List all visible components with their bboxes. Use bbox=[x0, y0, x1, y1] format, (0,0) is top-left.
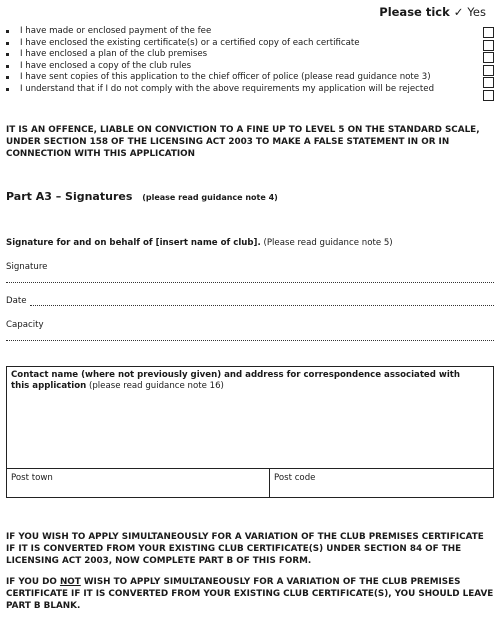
part-a3-note: (please read guidance note 4) bbox=[142, 193, 278, 202]
capacity-label: Capacity bbox=[6, 320, 44, 330]
bullet-icon bbox=[6, 30, 9, 33]
contact-address-box[interactable] bbox=[6, 366, 494, 498]
checklist-item: I understand that if I do not comply with the above requirements my application will be rejected bbox=[6, 84, 476, 96]
declaration-checklist bbox=[6, 26, 476, 96]
part-a3-title: Part A3 – Signatures bbox=[6, 190, 133, 203]
checklist-item: I have enclosed the existing certificate(s) or a certified copy of each certificate bbox=[6, 38, 476, 50]
tick-header bbox=[379, 5, 486, 19]
bullet-icon bbox=[6, 76, 9, 79]
checkbox-certificate[interactable] bbox=[483, 40, 494, 51]
not-emphasis: NOT bbox=[59, 577, 81, 587]
contact-heading bbox=[11, 370, 481, 392]
part-b-blank-instruction: IF YOU DO NOT WISH TO APPLY SIMULTANEOUSLY FOR A VARIATION OF THE CLUB PREMISES CERTIFICATE IF IT IS CONVERTED FROM YOUR EXISTING CLUB CERTIFICATE(S), YOU SHOULD LEAVE PART B BLANK. bbox=[6, 577, 494, 611]
tick-boxes bbox=[483, 27, 494, 103]
signature-label: Signature bbox=[6, 262, 48, 272]
signature-for-note: (Please read guidance note 5) bbox=[263, 238, 393, 248]
signature-for-label: Signature for and on behalf of [insert name of club]. bbox=[6, 238, 261, 248]
checkbox-understand[interactable] bbox=[483, 90, 494, 101]
checkbox-police[interactable] bbox=[483, 77, 494, 88]
postal-row bbox=[7, 468, 493, 497]
capacity-line[interactable] bbox=[6, 340, 494, 341]
signature-line[interactable] bbox=[6, 282, 494, 283]
checklist-item: I have enclosed a plan of the club premises bbox=[6, 49, 476, 61]
bullet-icon bbox=[6, 88, 9, 91]
date-label: Date bbox=[6, 296, 27, 306]
part-a3-heading bbox=[6, 190, 278, 203]
signature-for-heading bbox=[6, 238, 393, 248]
checkbox-plan[interactable] bbox=[483, 52, 494, 63]
offence-warning: IT IS AN OFFENCE, LIABLE ON CONVICTION TO A FINE UP TO LEVEL 5 ON THE STANDARD SCALE, UNDER SECTION 158 OF THE LICENSING ACT 2003 TO MAKE A FALSE STATEMENT IN OR IN CONNECTION WITH THIS APPLICATION bbox=[6, 125, 480, 159]
please-tick-label: Please tick bbox=[379, 5, 450, 19]
bullet-icon bbox=[6, 65, 9, 68]
checklist-item: I have enclosed a copy of the club rules bbox=[6, 61, 476, 73]
checklist-item: I have made or enclosed payment of the fee bbox=[6, 26, 476, 38]
contact-note: (please read guidance note 16) bbox=[88, 381, 224, 391]
checklist-item: I have sent copies of this application to the chief officer of police (please read guidance note 3) bbox=[6, 72, 476, 84]
tick-mark-icon: ✓ bbox=[453, 5, 464, 19]
part-b-instruction: IF YOU WISH TO APPLY SIMULTANEOUSLY FOR A VARIATION OF THE CLUB PREMISES CERTIFICATE IF IT IS CONVERTED FROM YOUR EXISTING CLUB CERTIFICATE(S) UNDER SECTION 84 OF THE LICENSING ACT 2003, NOW COMPLETE PART B OF THIS FORM. bbox=[6, 532, 484, 566]
bullet-icon bbox=[6, 42, 9, 45]
post-town-label: Post town bbox=[11, 473, 53, 483]
post-code-label: Post code bbox=[274, 473, 316, 483]
yes-label: Yes bbox=[467, 5, 486, 19]
checkbox-fee[interactable] bbox=[483, 27, 494, 38]
bullet-icon bbox=[6, 53, 9, 56]
date-line[interactable] bbox=[30, 305, 494, 306]
checkbox-rules[interactable] bbox=[483, 65, 494, 76]
contact-title: Contact name (where not previously given) and address for correspondence associated with this application bbox=[11, 370, 461, 391]
postal-divider bbox=[269, 469, 270, 497]
